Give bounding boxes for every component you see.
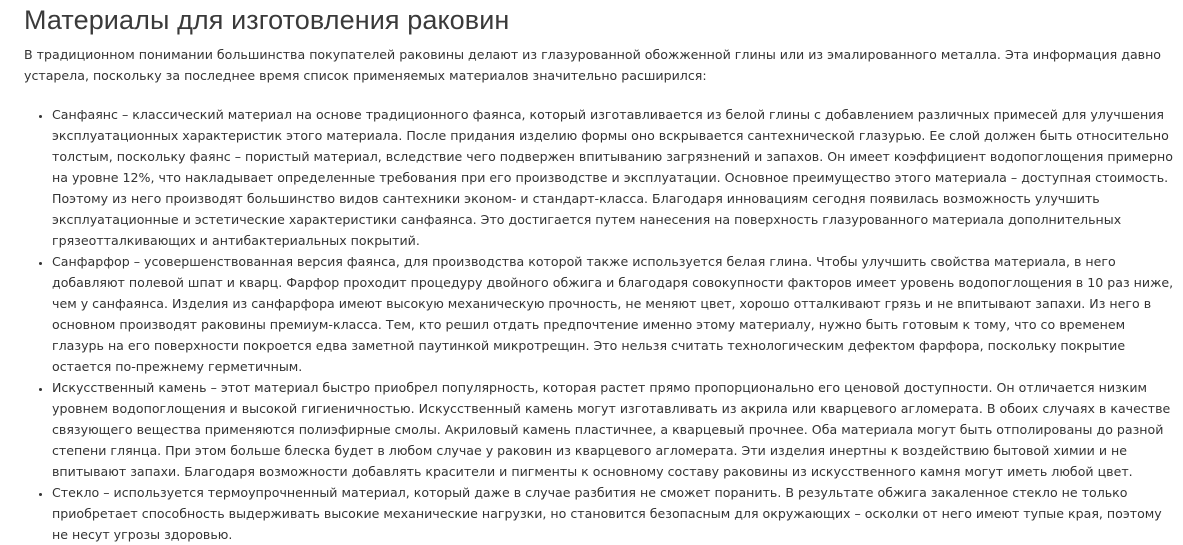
list-item-glass: • Стекло – используется термоупрочненный материал, который даже в случае разбития не сможет поранить. В результате обжига закаленное стекло не только приобретает способность выдерживать высокие механические нагрузки, но становится безопасным для окружающих – осколки от него имеют тупые края, поэтому не несут угрозы здоровью. (52, 482, 1174, 545)
article (24, 0, 1174, 545)
materials-list (24, 104, 1174, 545)
list-item-sanfarfor: • Санфарфор – усовершенствованная версия фаянса, для производства которой также используется белая глина. Чтобы улучшить свойства материала, в него добавляют полевой шпат и кварц. Фарфор проходит процедуру двойного обжига и благодаря совокупности факторов имеет уровень водопоглощения в 10 раз ниже, чем у санфаянса. Изделия из санфарфора имеют высокую механическую прочность, не меняют цвет, хорошо отталкивают грязь и не впитывают запахи. Из него в основном производят раковины премиум-класса. Тем, кто решил отдать предпочтение именно этому материалу, нужно быть готовым к тому, что со временем глазурь на его поверхности покроется едва заметной паутинкой микротрещин. Это нельзя считать технологическим дефектом фарфора, поскольку покрытие остается по-прежнему герметичным. (52, 251, 1174, 377)
list-item-artificial-stone: • Искусственный камень – этот материал быстро приобрел популярность, которая растет прямо пропорционально его ценовой доступности. Он отличается низким уровнем водопоглощения и высокой гигиеничностью. Искусственный камень могут изготавливать из акрила или кварцевого агломерата. В обоих случаях в качестве связующего вещества применяются полиэфирные смолы. Акриловый камень пластичнее, а кварцевый прочнее. Оба материала могут быть отполированы до разной степени глянца. При этом больше блеска будет в любом случае у раковин из кварцевого агломерата. Эти изделия инертны к воздействию бытовой химии и не впитывают запахи. Благодаря возможности добавлять красители и пигменты к основному составу раковины из искусственного камня могут иметь любой цвет. (52, 377, 1174, 482)
page-title: Материалы для изготовления раковин (24, 5, 510, 35)
list-item-sanfayans: • Санфаянс – классический материал на основе традиционного фаянса, который изготавливается из белой глины с добавлением различных примесей для улучшения эксплуатационных характеристик этого материала. После придания изделию формы оно вскрывается сантехнической глазурью. Ее слой должен быть относительно толстым, поскольку фаянс – пористый материал, вследствие чего подвержен впитыванию загрязнений и запахов. Он имеет коэффициент водопоглощения примерно на уровне 12%, что накладывает определенные требования при его производстве и эксплуатации. Основное преимущество этого материала – доступная стоимость. Поэтому из него производят большинство видов сантехники эконом- и стандарт-класса. Благодаря инновациям сегодня появилась возможность улучшить эксплуатационные и эстетические характеристики санфаянса. Это достигается путем нанесения на поверхность глазурованного материала дополнительных грязеотталкивающих и антибактериальных покрытий. (52, 104, 1174, 251)
intro-paragraph: В традиционном понимании большинства покупателей раковины делают из глазурованной обожженной глины или из эмалированного металла. Эта информация давно устарела, поскольку за последнее время список применяемых материалов значительно расширился: (24, 47, 1162, 83)
